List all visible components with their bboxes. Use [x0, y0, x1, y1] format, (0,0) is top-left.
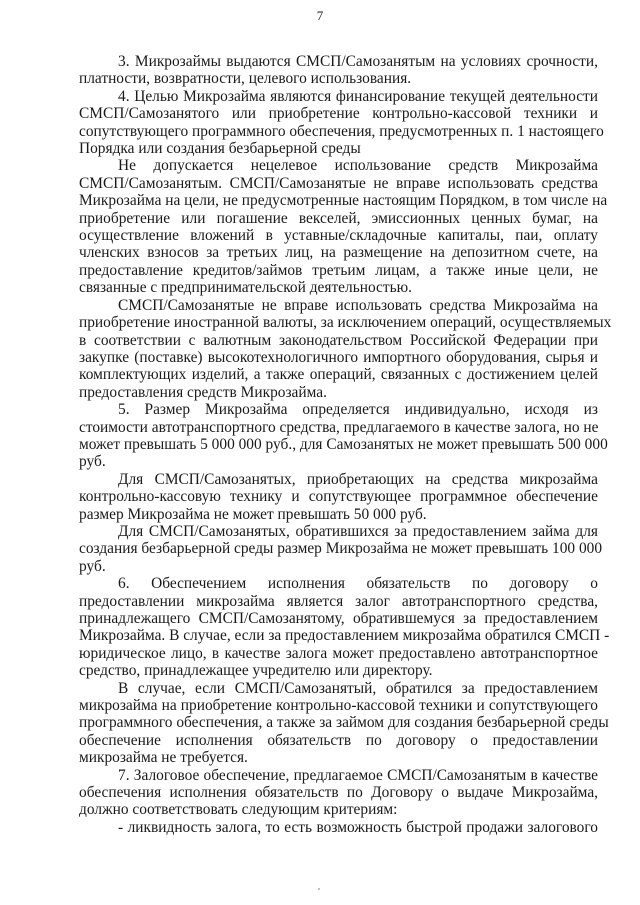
text-line: в соответствии с валютным законодательством Российской Федерации при [79, 331, 598, 349]
text-line: руб. [79, 453, 106, 471]
text-line: микрозайма не требуется. [79, 749, 248, 767]
text-line: приобретение или погашение векселей, эмиссионных ценных бумаг, на [79, 209, 598, 227]
text-line: закупке (поставке) высокотехнологичного импортного оборудования, сырья и [79, 348, 598, 366]
paragraph [79, 53, 598, 88]
paragraph [79, 157, 608, 297]
text-line: СМСП/Самозанятые не вправе использовать средства Микрозайма на [118, 296, 598, 314]
text-line: Для СМСП/Самозанятых, обратившихся за предоставлением займа для [118, 522, 598, 540]
paragraph [79, 575, 610, 680]
text-line: Не допускается нецелевое использование средств Микрозайма [118, 157, 598, 175]
text-line: комплектующих изделий, а также операций, связанных с достижением целей [79, 366, 598, 384]
text-line: обеспечение исполнения обязательств по договору о предоставлении [79, 731, 598, 749]
text-line: 5. Размер Микрозайма определяется индивидуально, исходя из [118, 401, 598, 419]
text-line: должно соответствовать следующим критериям: [79, 801, 398, 819]
text-line: юридическое лицо, в качестве залога может предоставлено автотранспортное [79, 644, 598, 662]
text-line: 6. Обеспечением исполнения обязательств по договору о [118, 575, 598, 593]
paragraph [79, 767, 598, 819]
text-line: 7. Залоговое обеспечение, предлагаемое СМСП/Самозанятым в качестве [118, 766, 598, 784]
text-line: Микрозайма на цели, не предусмотренные настоящим Порядком, в том числе на [79, 192, 608, 210]
text-line: сопутствующего программного обеспечения, предусмотренных п. 1 настоящего [79, 122, 604, 140]
paragraph [79, 401, 608, 471]
text-line: обеспечения исполнения обязательств по Договору о выдаче Микрозайма, [79, 784, 598, 802]
text-line: приобретение иностранной валюты, за исключением операций, осуществляемых [79, 314, 612, 332]
text-line: создания безбарьерной среды размер Микрозайма не может превышать 100 000 [79, 540, 603, 558]
text-line: предоставлении микрозайма является залог автотранспортного средства, [79, 592, 598, 610]
text-line: микрозайма на приобретение контрольно-кассовой техники и сопутствующего [79, 697, 598, 715]
text-line: предоставление кредитов/займов третьим лицам, а также иные цели, не [79, 261, 598, 279]
paragraph [79, 522, 603, 575]
text-line: стоимости автотранспортного средства, предлагаемого в качестве залога, но не [79, 418, 599, 436]
text-line: руб. [79, 557, 106, 575]
paragraph [79, 819, 598, 836]
page-number: 7 [316, 8, 324, 23]
text-line: Порядка или создания безбарьерной среды [79, 140, 361, 158]
text-line: принадлежащего СМСП/Самозанятому, обратившемуся за предоставлением [79, 610, 598, 627]
text-line: может превышать 5 000 000 руб., для Самозанятых не может превышать 500 000 [79, 435, 608, 453]
text-line: средство, принадлежащее учредителю или директору. [79, 662, 433, 680]
paragraph [79, 471, 598, 523]
text-line: платности, возвратности, целевого использования. [79, 70, 412, 88]
text-line: размер Микрозайма не может превышать 50 000 руб. [79, 505, 427, 523]
document-body [79, 53, 612, 836]
text-line: членских взносов за третьих лиц, на размещение на депозитном счете, на [79, 244, 598, 262]
scan-speck [318, 888, 320, 890]
text-line: - ликвидность залога, то есть возможность быстрой продажи залогового [118, 818, 598, 836]
paragraph [79, 87, 604, 158]
text-line: связанные с предпринимательской деятельностью. [79, 279, 412, 297]
text-line: СМСП/Самозанятым. СМСП/Самозанятые не вправе использовать средства [79, 174, 598, 192]
text-line: осуществление вложений в уставные/складочные капиталы, паи, оплату [79, 227, 598, 245]
text-line: Микрозайма. В случае, если за предоставлением микрозайма обратился СМСП - [79, 627, 610, 645]
text-line: 4. Целью Микрозайма являются финансирование текущей деятельности [118, 87, 598, 105]
text-line: В случае, если СМСП/Самозанятый, обратился за предоставлением [118, 679, 598, 697]
text-line: СМСП/Самозанятого или приобретение контрольно-кассовой техники и [79, 105, 598, 123]
text-line: программного обеспечения, а также за займом для создания безбарьерной среды [79, 714, 609, 732]
text-line: предоставления средств Микрозайма. [79, 383, 327, 401]
text-line: Для СМСП/Самозанятых, приобретающих на средства микрозайма [118, 470, 598, 488]
text-line: контрольно-кассовую технику и сопутствующее программное обеспечение [79, 488, 598, 506]
text-line: 3. Микрозаймы выдаются СМСП/Самозанятым на условиях срочности, [118, 53, 598, 70]
paragraph [79, 296, 612, 401]
paragraph [79, 679, 609, 767]
